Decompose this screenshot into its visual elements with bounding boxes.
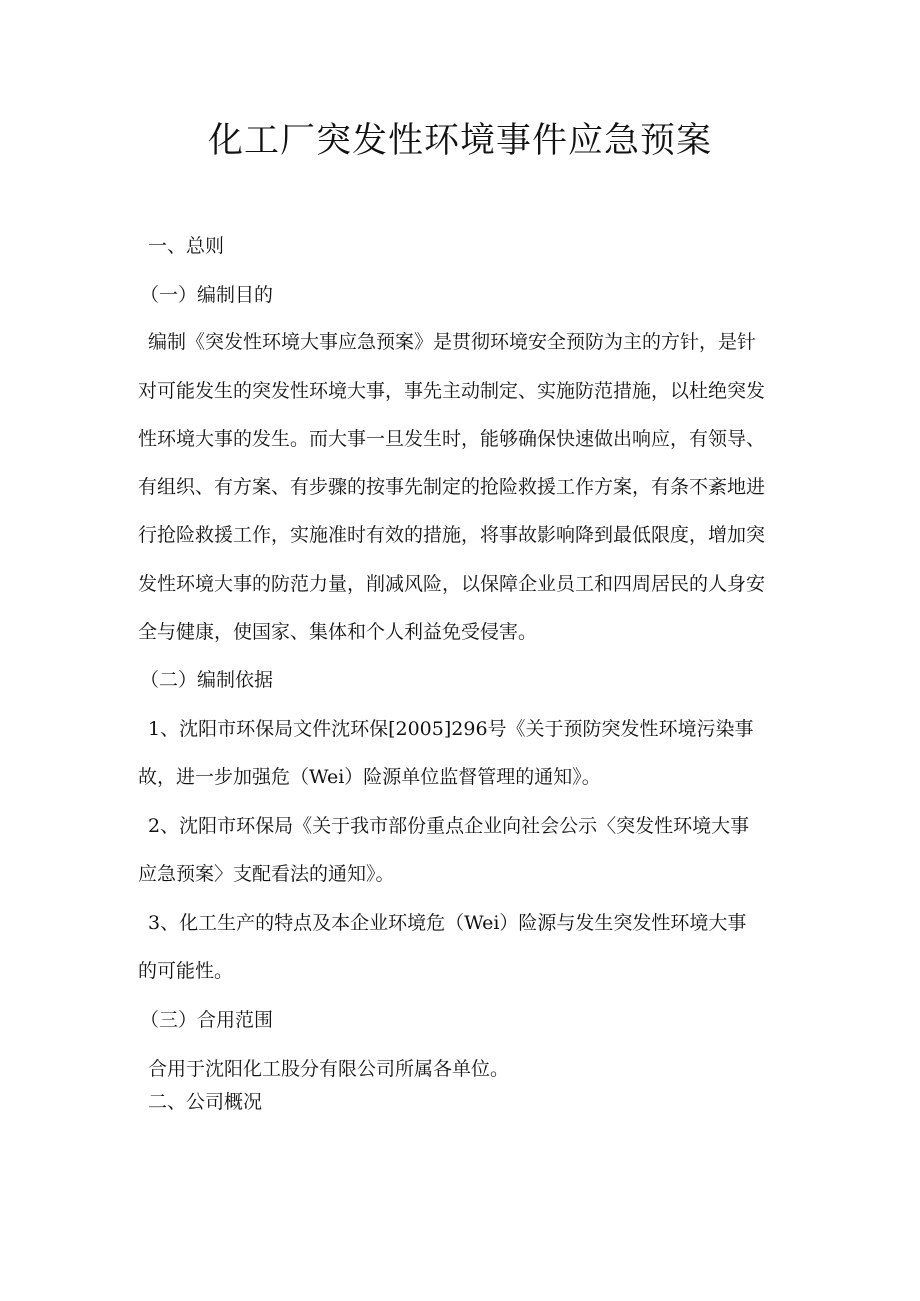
- basis-item-1-line-2: 故，进一步加强危（Wei）险源单位监督管理的通知》。: [138, 766, 601, 788]
- subsection-heading-scope: （三）合用范围: [140, 1009, 274, 1031]
- page-title: 化工厂突发性环境事件应急预案: [207, 121, 712, 161]
- section-heading-company-overview: 二、公司概况: [148, 1091, 263, 1113]
- scope-text: 合用于沈阳化工股分有限公司所属各单位。: [148, 1058, 510, 1080]
- purpose-line-3: 性环境大事的发生。而大事一旦发生时，能够确保快速做出响应，有领导、: [138, 428, 766, 450]
- basis-item-3-line-1: 3、化工生产的特点及本企业环境危（Wei）险源与发生突发性环境大事: [148, 912, 747, 934]
- basis-item-2-line-2: 应急预案〉支配看法的通知》。: [138, 863, 395, 885]
- subsection-heading-purpose: （一）编制目的: [140, 284, 274, 306]
- purpose-line-2: 对可能发生的突发性环境大事，事先主动制定、实施防范措施，以杜绝突发: [138, 380, 766, 402]
- purpose-line-7: 全与健康，使国家、集体和个人利益免受侵害。: [138, 621, 538, 643]
- basis-item-2-line-1: 2、沈阳市环保局《关于我市部份重点企业向社会公示〈突发性环境大事: [148, 815, 750, 837]
- purpose-line-6: 发性环境大事的防范力量，削减风险，以保障企业员工和四周居民的人身安: [138, 573, 766, 595]
- basis-item-3-line-2: 的可能性。: [138, 960, 234, 982]
- purpose-line-1: 编制《突发性环境大事应急预案》是贯彻环境安全预防为主的方针，是针: [148, 331, 757, 353]
- purpose-line-4: 有组织、有方案、有步骤的按事先制定的抢险救援工作方案，有条不紊地进: [138, 476, 766, 498]
- basis-item-1-line-1: 1、沈阳市环保局文件沈环保[2005]296号《关于预防突发性环境污染事: [148, 718, 754, 740]
- section-heading-general: 一、总则: [148, 235, 225, 257]
- subsection-heading-basis: （二）编制依据: [140, 669, 274, 691]
- purpose-line-5: 行抢险救援工作，实施准时有效的措施，将事故影响降到最低限度，增加突: [138, 524, 766, 546]
